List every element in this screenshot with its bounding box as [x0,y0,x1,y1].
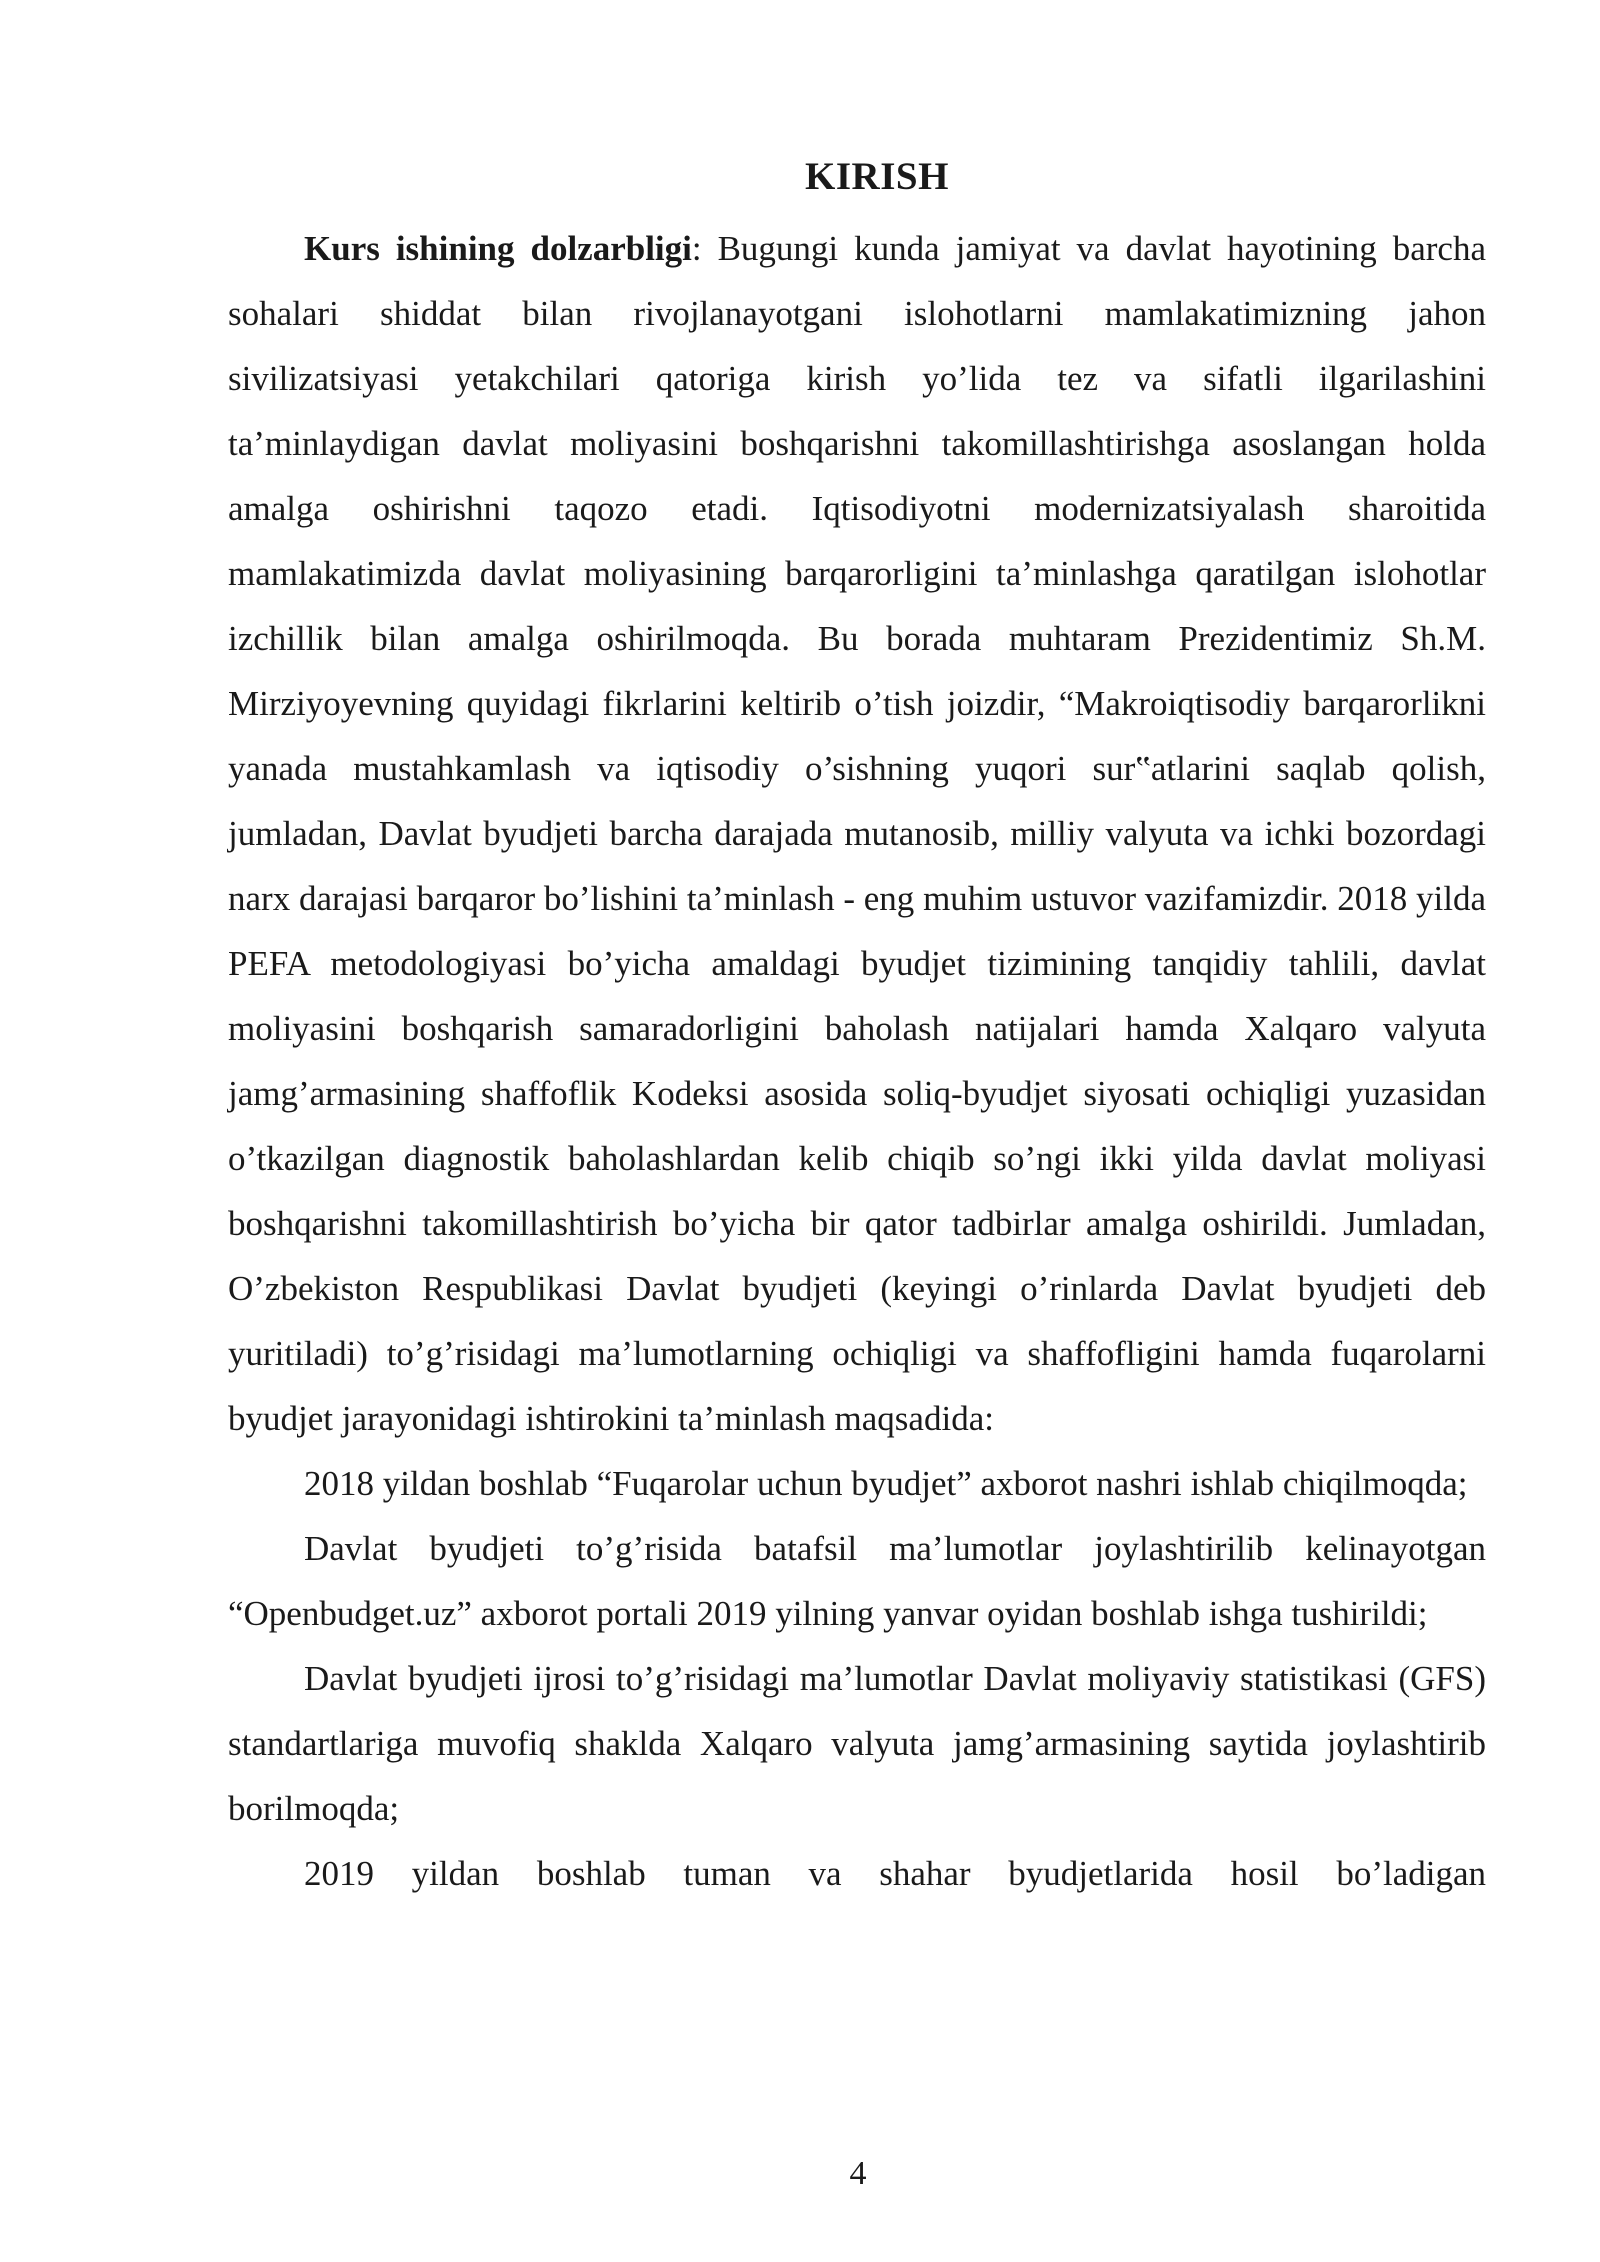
page-number: 4 [849,2155,867,2192]
intro-lead: Kurs ishining dolzarbligi [304,229,692,268]
section-heading: KIRISH [805,155,949,198]
paragraph-gfs-standards: Davlat byudjeti ijrosi to’g’risidagi ma’lumotlar Davlat moliyaviy statistikasi (GFS) standartlariga muvofiq shaklda Xalqaro valyuta jamg’armasining saytida joylashtirib borilmoqda; [228,1659,1486,1828]
intro-paragraph [228,216,1486,1451]
paragraph-openbudget-portal: Davlat byudjeti to’g’risida batafsil ma’lumotlar joylashtirilib kelinayotgan “Openbudget.uz” axborot portali 2019 yilning yanvar oyidan boshlab ishga tushirildi; [228,1529,1486,1633]
body-text [228,216,1486,1906]
intro-text: : Bugungi kunda jamiyat va davlat hayotining barcha sohalari shiddat bilan rivojlanayotgani islohotlarni mamlakatimizning jahon sivilizatsiyasi yetakchilari qatoriga kirish yo’lida tez va sifatli ilgarilashini ta’minlaydigan davlat moliyasini boshqarishni takomillashtirishga asoslangan holda amalga oshirishni taqozo etadi. Iqtisodiyotni modernizatsiyalash sharoitida mamlakatimizda davlat moliyasining barqarorligini ta’minlashga qaratilgan islohotlar izchillik bilan amalga oshirilmoqda. Bu borada muhtaram Prezidentimiz Sh.M. Mirziyoyevning quyidagi fikrlarini keltirib o’tish joizdir, “Makroiqtisodiy barqarorlikni yanada mustahkamlash va iqtisodiy o’sishning yuqori sur‟atlarini saqlab qolish, jumladan, Davlat byudjeti barcha darajada mutanosib, milliy valyuta va ichki bozordagi narx darajasi barqaror bo’lishini ta’minlash - eng muhim ustuvor vazifamizdir. 2018 yilda PEFA metodologiyasi bo’yicha amaldagi byudjet tizimining tanqidiy tahlili, davlat moliyasini boshqarish samaradorligini baholash natijalari hamda Xalqaro valyuta jamg’armasining shaffoflik Kodeksi asosida soliq-byudjet siyosati ochiqligi yuzasidan o’tkazilgan diagnostik baholashlardan kelib chiqib so’ngi ikki yilda davlat moliyasi boshqarishni takomillashtirish bo’yicha bir qator tadbirlar amalga oshirildi. Jumladan, O’zbekiston Respublikasi Davlat byudjeti (keyingi o’rinlarda Davlat byudjeti deb yuritiladi) to’g’risidagi ma’lumotlarning ochiqligi va shaffofligini hamda fuqarolarni byudjet jarayonidagi ishtirokini ta’minlash maqsadida: [228,229,1486,1438]
paragraph-district-budgets: 2019 yildan boshlab tuman va shahar byudjetlarida hosil bo’ladigan [304,1854,1486,1893]
paragraph-budget-publication: 2018 yildan boshlab “Fuqarolar uchun byudjet” axborot nashri ishlab chiqilmoqda; [304,1464,1468,1503]
